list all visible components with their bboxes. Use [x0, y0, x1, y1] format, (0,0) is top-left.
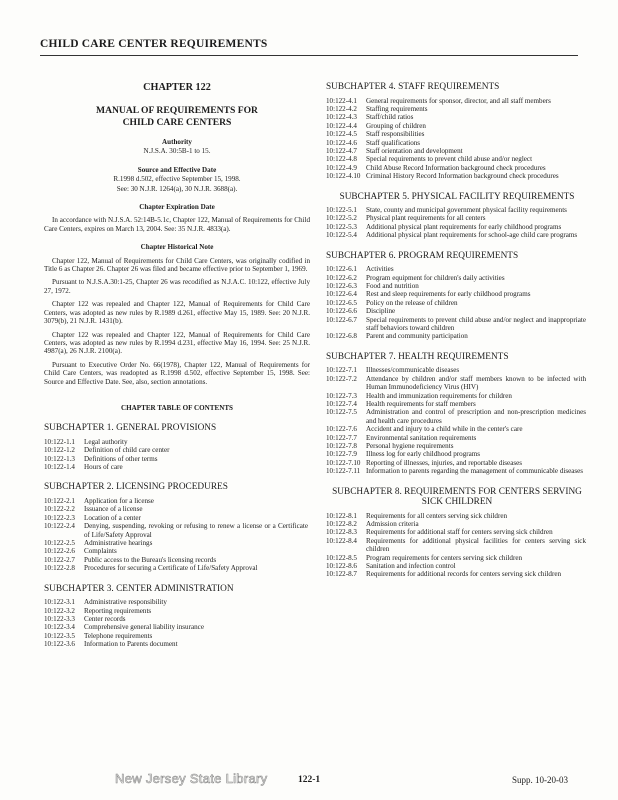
section-title: Location of a center	[84, 513, 141, 522]
section-number: 10:122-8.1	[326, 511, 357, 520]
section-title: Staffing requirements	[366, 104, 428, 113]
page-number: 122-1	[298, 775, 321, 785]
section-title: Program equipment for children's daily activities	[366, 273, 505, 282]
section-heading: Chapter Historical Note	[140, 243, 214, 252]
section-number: 10:122-7.7	[326, 433, 357, 442]
toc-entry	[326, 139, 588, 147]
toc-entry	[326, 459, 588, 467]
toc-entry	[44, 438, 310, 446]
section-title: Requirements for additional records for centers serving sick children	[366, 570, 562, 579]
toc-entry	[44, 607, 310, 615]
toc-entry	[44, 446, 310, 454]
toc-entry	[326, 537, 588, 554]
section-title: Program requirements for centers serving sick children	[366, 553, 523, 562]
toc-entry	[326, 164, 588, 172]
section-number: 10:122-3.5	[44, 631, 75, 640]
section-paragraph: Pursuant to N.J.S.A.30:1-25, Chapter 26 was recodified as N.J.A.C. 10:122, effective July 27, 1972.	[44, 278, 310, 295]
toc-entry	[326, 366, 588, 374]
section-number: 10:122-8.3	[326, 528, 357, 537]
toc-entry	[326, 206, 588, 214]
section-number: 10:122-5.2	[326, 214, 357, 223]
subchapter-title: SUBCHAPTER 8. REQUIREMENTS FOR CENTERS SERVING SICK CHILDREN	[332, 486, 582, 508]
section-number: 10:122-7.11	[326, 467, 361, 476]
section-title: Comprehensive general liability insurance	[84, 623, 204, 632]
section-number: 10:122-7.9	[326, 450, 357, 459]
running-head: CHILD CARE CENTER REQUIREMENTS	[40, 38, 268, 50]
section-heading: Source and Effective Date	[137, 165, 217, 174]
section-number: 10:122-8.4	[326, 536, 357, 545]
toc-entry	[326, 316, 588, 333]
section-title: Administration and control of prescription and non-prescription medicines and health care procedures	[366, 408, 586, 425]
chapter-title-line1: MANUAL OF REQUIREMENTS FOR	[96, 105, 258, 116]
section-number: 10:122-4.3	[326, 113, 357, 122]
left-column	[44, 82, 310, 649]
toc-entry	[44, 463, 310, 471]
section-title: Administrative hearings	[84, 539, 153, 547]
section-number: 10:122-3.2	[44, 606, 75, 615]
section-number: 10:122-4.1	[326, 96, 357, 105]
toc-entry	[44, 623, 310, 631]
section-title: Staff qualifications	[366, 138, 421, 147]
section-number: 10:122-6.8	[326, 332, 357, 341]
section-title: Food and nutrition	[366, 282, 419, 290]
toc-left	[44, 423, 310, 648]
section-number: 10:122-4.4	[326, 121, 357, 130]
toc-entry	[326, 434, 588, 442]
toc-right	[326, 82, 588, 579]
section-title: Administrative responsibility	[84, 598, 167, 607]
section-title: Telephone requirements	[84, 631, 153, 640]
toc-entry	[326, 214, 588, 222]
toc-entry	[326, 425, 588, 433]
section-number: 10:122-6.5	[326, 298, 357, 307]
section-heading: Authority	[162, 138, 192, 146]
toc-entry	[326, 130, 588, 138]
section-number: 10:122-2.8	[44, 564, 75, 573]
section-paragraph: Chapter 122 was repealed and Chapter 122, Manual of Requirements for Child Care Centers, was adopted as new rules by R.1994 d.231, effective May 16, 1994. See: 25 N.J.R. 4987(a), 26 N.J.R. 2100(a).	[44, 330, 310, 356]
toc-entry	[326, 97, 588, 105]
section-paragraph: R.1998 d.502, effective September 15, 1998.	[113, 175, 241, 184]
section-number: 10:122-4.10	[326, 172, 361, 181]
toc-entry	[44, 547, 310, 555]
toc-heading: CHAPTER TABLE OF CONTENTS	[120, 403, 233, 412]
toc-entry	[44, 539, 310, 547]
subchapter-title: SUBCHAPTER 1. GENERAL PROVISIONS	[44, 423, 217, 434]
toc-entry	[326, 562, 588, 570]
section-number: 10:122-7.6	[326, 425, 357, 434]
section-number: 10:122-6.7	[326, 315, 357, 324]
section-title: Personal hygiene requirements	[366, 442, 454, 450]
section-title: Requirements for additional physical facilities for centers serving sick children	[366, 536, 586, 554]
toc-entry	[44, 556, 310, 564]
section-title: Attendance by children and/or staff members known to be infected with Human Immunodeficiency Virus (HIV)	[366, 374, 586, 392]
toc-entry	[44, 514, 310, 522]
section-title: Hours of care	[84, 463, 123, 472]
toc-entry	[44, 640, 310, 648]
section-number: 10:122-7.3	[326, 391, 357, 400]
section-number: 10:122-3.6	[44, 640, 75, 649]
section-title: Physical plant requirements for all centers	[366, 214, 486, 223]
section-number: 10:122-2.3	[44, 513, 75, 522]
section-number: 10:122-8.6	[326, 562, 357, 571]
section-number: 10:122-6.6	[326, 307, 357, 316]
section-title: Issuance of a license	[84, 505, 143, 514]
toc-entry	[326, 155, 588, 163]
header-rule	[40, 55, 578, 56]
section-number: 10:122-8.7	[326, 570, 357, 579]
toc-entry	[326, 408, 588, 425]
section-number: 10:122-5.1	[326, 206, 357, 215]
toc-entry	[326, 392, 588, 400]
section-number: 10:122-6.1	[326, 265, 357, 274]
section-title: Child Abuse Record Information background check procedures	[366, 163, 546, 172]
toc-entry	[326, 282, 588, 290]
toc-entry	[326, 570, 588, 578]
section-title: Staff orientation and development	[366, 146, 463, 155]
toc-entry	[44, 497, 310, 505]
section-number: 10:122-7.2	[326, 374, 357, 383]
section-title: Definitions of other terms	[84, 454, 158, 463]
toc-entry	[44, 632, 310, 640]
section-title: Special requirements to prevent child abuse and/or neglect and inappropriate staff behaviors toward children	[366, 315, 586, 333]
toc-entry	[326, 265, 588, 273]
section-number: 10:122-2.2	[44, 505, 75, 514]
section-number: 10:122-7.1	[326, 366, 357, 375]
toc-entry	[326, 223, 588, 231]
toc-entry	[326, 467, 588, 475]
section-number: 10:122-6.3	[326, 282, 357, 290]
section-number: 10:122-5.4	[326, 231, 357, 240]
section-number: 10:122-7.10	[326, 458, 361, 467]
section-title: Information to parents regarding the management of communicable diseases	[366, 467, 584, 476]
front-matter-sections	[44, 138, 310, 386]
section-number: 10:122-4.2	[326, 104, 357, 113]
section-title: Requirements for additional staff for centers serving sick children	[366, 528, 553, 537]
toc-entry	[326, 147, 588, 155]
section-number: 10:122-7.4	[326, 399, 357, 408]
chapter-label: CHAPTER 122	[143, 82, 211, 93]
section-number: 10:122-4.7	[326, 146, 357, 155]
section-title: Accident and injury to a child while in the center's care	[366, 425, 523, 434]
toc-entry	[326, 172, 588, 180]
section-title: Information to Parents document	[84, 640, 178, 649]
toc-entry	[44, 522, 310, 539]
section-title: Illness log for early childhood programs	[366, 450, 481, 459]
section-title: General requirements for sponsor, director, and all staff members	[366, 96, 551, 105]
section-title: State, county and municipal government physical facility requirements	[366, 206, 567, 215]
section-number: 10:122-3.3	[44, 614, 75, 623]
toc-entry	[326, 375, 588, 392]
section-number: 10:122-4.8	[326, 155, 357, 164]
library-watermark: New Jersey State Library	[115, 771, 268, 786]
toc-entry	[326, 332, 588, 340]
section-title: Reporting of illnesses, injuries, and reportable diseases	[366, 458, 523, 467]
section-title: Health and immunization requirements for children	[366, 391, 512, 400]
section-number: 10:122-1.1	[44, 437, 75, 446]
section-paragraph: Pursuant to Executive Order No. 66(1978), Chapter 122, Manual of Requirements for Child Care Centers, was readopted as R.1998 d.502, effective September 15, 1998. See: Source and Effective Date. See, also, section annotations.	[44, 360, 310, 386]
toc-entry	[326, 290, 588, 298]
section-number: 10:122-8.2	[326, 520, 357, 529]
section-number: 10:122-6.4	[326, 290, 357, 299]
section-title: Procedures for securing a Certificate of Life/Safety Approval	[84, 564, 258, 573]
toc-entry	[44, 615, 310, 623]
section-title: Additional physical plant requirements for early childhood programs	[366, 222, 562, 231]
section-title: Definition of child care center	[84, 446, 170, 455]
section-title: Additional physical plant requirements for school-age child care programs	[366, 231, 578, 240]
toc-entry	[326, 512, 588, 520]
section-title: Environmental sanitation requirements	[366, 433, 477, 442]
chapter-title-line2: CHILD CARE CENTERS	[122, 116, 232, 128]
toc-entry	[44, 564, 310, 572]
toc-entry	[326, 307, 588, 315]
section-title: Admission criteria	[366, 520, 419, 529]
subchapter-title: SUBCHAPTER 6. PROGRAM REQUIREMENTS	[326, 250, 519, 261]
toc-entry	[326, 113, 588, 121]
section-number: 10:122-5.3	[326, 222, 357, 231]
section-title: Parent and community participation	[366, 332, 468, 341]
right-column	[326, 82, 588, 579]
section-title: Rest and sleep requirements for early childhood programs	[366, 290, 531, 299]
subchapter-title: SUBCHAPTER 4. STAFF REQUIREMENTS	[326, 82, 500, 92]
section-title: Illnesses/communicable diseases	[366, 366, 460, 375]
section-paragraph: See: 30 N.J.R. 1264(a), 30 N.J.R. 3688(a).	[116, 184, 238, 193]
subchapter-title: SUBCHAPTER 5. PHYSICAL FACILITY REQUIREMENTS	[339, 191, 575, 202]
section-title: Public access to the Bureau's licensing records	[84, 555, 217, 564]
section-paragraph: Chapter 122 was repealed and Chapter 122, Manual of Requirements for Child Care Centers, was adopted as new rules by R.1989 d.261, effective May 15, 1989. See: 20 N.J.R. 3079(b), 21 N.J.R. 1431(b).	[44, 300, 310, 326]
section-title: Health requirements for staff members	[366, 399, 476, 408]
section-number: 10:122-1.3	[44, 454, 75, 463]
section-number: 10:122-8.5	[326, 553, 357, 562]
section-title: Center records	[84, 614, 126, 623]
section-number: 10:122-3.1	[44, 598, 75, 607]
toc-entry	[326, 554, 588, 562]
toc-entry	[44, 505, 310, 513]
section-title: Discipline	[366, 307, 396, 316]
section-title: Activities	[366, 265, 394, 274]
section-number: 10:122-2.1	[44, 496, 75, 505]
section-number: 10:122-4.6	[326, 138, 357, 147]
section-number: 10:122-2.4	[44, 522, 75, 531]
section-number: 10:122-6.2	[326, 273, 357, 282]
section-number: 10:122-7.5	[326, 408, 357, 417]
toc-entry	[326, 450, 588, 458]
toc-entry	[326, 274, 588, 282]
section-paragraph: Chapter 122, Manual of Requirements for Child Care Centers, was originally codified in Title 6 as Chapter 26. Chapter 26 was filed and became effective prior to September 1, 1969.	[44, 256, 310, 274]
section-title: Sanitation and infection control	[366, 562, 456, 571]
section-title: Special requirements to prevent child abuse and/or neglect	[366, 155, 533, 164]
section-center-text: N.J.S.A. 30:5B-1 to 15.	[143, 147, 211, 156]
section-number: 10:122-4.9	[326, 163, 357, 172]
section-heading: Chapter Expiration Date	[139, 203, 215, 212]
subchapter-title: SUBCHAPTER 7. HEALTH REQUIREMENTS	[326, 351, 509, 362]
toc-entry	[44, 455, 310, 463]
section-number: 10:122-2.5	[44, 539, 75, 547]
section-title: Reporting requirements	[84, 606, 152, 615]
section-title: Staff/child ratios	[366, 113, 414, 122]
toc-entry	[326, 520, 588, 528]
section-number: 10:122-2.6	[44, 547, 75, 556]
section-title: Legal authority	[84, 437, 128, 446]
toc-entry	[326, 442, 588, 450]
toc-entry	[326, 231, 588, 239]
section-number: 10:122-1.2	[44, 446, 75, 455]
toc-entry	[326, 122, 588, 130]
toc-entry	[44, 598, 310, 606]
section-title: Denying, suspending, revoking or refusing to renew a license or a Certificate of Life/Safety Approval	[84, 522, 308, 539]
section-number: 10:122-3.4	[44, 623, 75, 632]
section-title: Policy on the release of children	[366, 298, 458, 307]
toc-entry	[326, 105, 588, 113]
section-title: Complaints	[84, 547, 117, 556]
section-paragraph: In accordance with N.J.S.A. 52:14B-5.1c, Chapter 122, Manual of Requirements for Child Care Centers, expires on March 13, 2004. See: 35 N.J.R. 4833(a).	[44, 216, 310, 233]
section-title: Criminal History Record Information background check procedures	[366, 172, 559, 181]
toc-entry	[326, 299, 588, 307]
subchapter-title: SUBCHAPTER 3. CENTER ADMINISTRATION	[44, 583, 234, 594]
supplement-date: Supp. 10-20-03	[512, 775, 568, 785]
subchapter-title: SUBCHAPTER 2. LICENSING PROCEDURES	[44, 482, 228, 493]
section-title: Grouping of children	[366, 121, 426, 130]
section-number: 10:122-1.4	[44, 463, 75, 472]
section-number: 10:122-7.8	[326, 442, 357, 450]
section-number: 10:122-2.7	[44, 555, 75, 564]
section-title: Application for a license	[84, 496, 154, 505]
section-number: 10:122-4.5	[326, 130, 357, 139]
toc-entry	[326, 528, 588, 536]
section-title: Requirements for all centers serving sick children	[366, 511, 508, 520]
section-title: Staff responsibilities	[366, 130, 425, 139]
toc-entry	[326, 400, 588, 408]
